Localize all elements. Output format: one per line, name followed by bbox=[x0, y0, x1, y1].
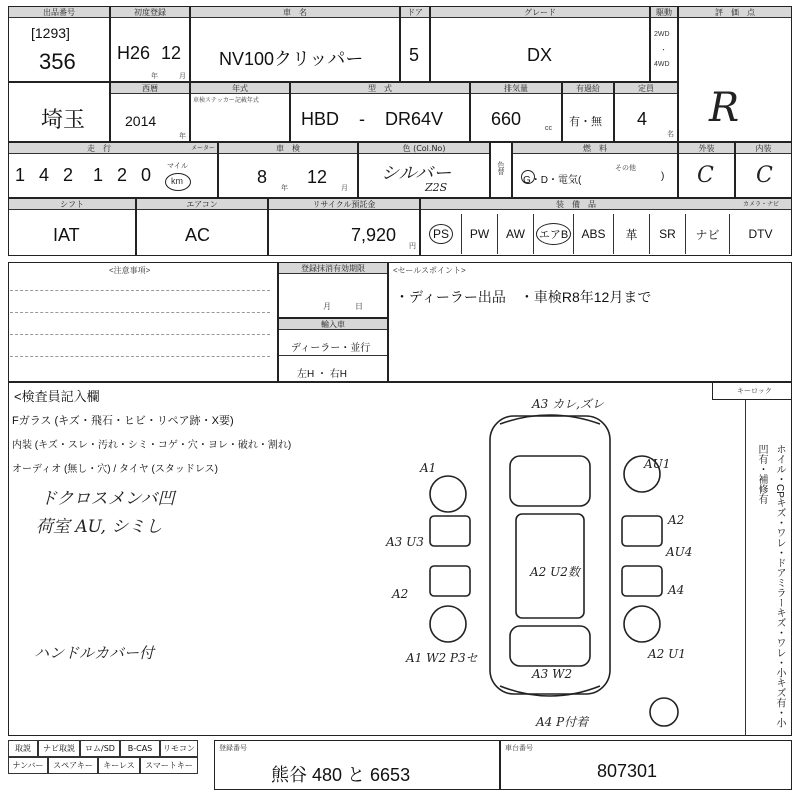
seats-cell bbox=[614, 82, 678, 142]
rear-right-wheel-icon bbox=[624, 606, 660, 642]
meter-label: メーター bbox=[190, 145, 215, 152]
reg-era: H26 bbox=[117, 43, 151, 63]
turbo-label: 有過給 bbox=[563, 83, 613, 94]
mileage-digit-3: 2 bbox=[63, 165, 74, 185]
item-smart-key bbox=[140, 757, 198, 774]
exterior-label: 外装 bbox=[679, 143, 734, 154]
grade: DX bbox=[527, 45, 553, 65]
inspection-cell bbox=[218, 142, 358, 198]
equip-sr-label: SR bbox=[659, 227, 676, 241]
equip-pw-label: PW bbox=[469, 227, 490, 241]
equip-ps-label: PS bbox=[429, 224, 453, 244]
cc: 660 bbox=[491, 109, 522, 129]
drive-dot: ・ bbox=[660, 47, 667, 54]
drive-4wd: 4WD bbox=[654, 61, 670, 68]
equip-dtv bbox=[729, 214, 791, 254]
mark-left-front: A3 U3 bbox=[386, 535, 424, 549]
type-code: DR64V bbox=[385, 109, 444, 129]
score-cell bbox=[678, 6, 792, 142]
type-cell bbox=[290, 82, 470, 142]
lot-sub: [1293] bbox=[31, 25, 70, 41]
reg-month: 12 bbox=[161, 43, 182, 63]
mark-right-front: AU4 bbox=[666, 545, 693, 559]
drive-cell bbox=[650, 6, 678, 82]
rear-left-wheel-icon bbox=[430, 606, 466, 642]
hand-note-2: 荷室 AU, シミし bbox=[36, 517, 163, 537]
lot-label: 出品番号 bbox=[9, 7, 109, 18]
windshield-outline bbox=[510, 456, 590, 506]
region-cell bbox=[8, 82, 110, 142]
insp-month: 12 bbox=[307, 167, 328, 187]
equip-airbag-label: エアB bbox=[536, 223, 571, 245]
left-rear-door-outline bbox=[430, 566, 470, 596]
chassis-cell bbox=[500, 740, 792, 790]
type-prefix: HBD bbox=[301, 109, 340, 129]
mileage-digit-6: 0 bbox=[141, 165, 152, 185]
shift: IAT bbox=[53, 225, 80, 245]
door-cell bbox=[400, 6, 430, 82]
door-label: ドア bbox=[401, 7, 429, 18]
item-bcas bbox=[120, 740, 160, 757]
equip-ps bbox=[421, 214, 461, 254]
equip-dtv-label: DTV bbox=[748, 227, 773, 241]
plate-cell bbox=[214, 740, 500, 790]
insp-year-unit: 年 bbox=[281, 185, 288, 192]
item-keyless-label: キーレス bbox=[103, 761, 135, 770]
item-navi-manual bbox=[38, 740, 80, 757]
drive-label: 駆動 bbox=[651, 7, 677, 18]
equip-navi-label: ナビ bbox=[695, 227, 720, 242]
color-no: Z2S bbox=[425, 181, 448, 194]
model-year-label: 年式 bbox=[191, 83, 289, 94]
shift-label: シフト bbox=[9, 199, 135, 210]
model-year-sub: 車検ステッカー記載年式 bbox=[193, 98, 259, 104]
mark-front: A3 カレ,ズレ bbox=[532, 397, 604, 411]
inspector-line3: オーディオ (無し・穴) / タイヤ (スタッドレス) bbox=[12, 464, 218, 475]
item-bcas-label: B-CAS bbox=[127, 744, 153, 753]
western-label: 西暦 bbox=[111, 83, 189, 94]
reg-label: 初度登録 bbox=[111, 7, 189, 18]
sales-text: ・ディーラー出品 ・車検R8年12月まで bbox=[395, 289, 652, 305]
inspector-title: <検査員記入欄 bbox=[14, 389, 100, 404]
sales-point-cell bbox=[388, 262, 792, 382]
turbo-cell bbox=[562, 82, 614, 142]
mileage-digit-1: 1 bbox=[15, 165, 26, 185]
import-cell bbox=[278, 318, 388, 382]
cc-unit: cc bbox=[545, 125, 552, 132]
item-rom-sd bbox=[80, 740, 120, 757]
lot-number: 356 bbox=[39, 49, 76, 74]
equip-pw bbox=[461, 214, 497, 254]
exterior: C bbox=[697, 163, 714, 188]
handle-value: 左H ・ 右H bbox=[297, 369, 347, 380]
grade-label: グレード bbox=[431, 7, 649, 18]
name-cell bbox=[190, 6, 400, 82]
fuel-cell bbox=[512, 142, 678, 198]
item-navi-manual-label: ナビ取説 bbox=[43, 744, 75, 753]
left-front-door-outline bbox=[430, 516, 470, 546]
mark-roof: A2 U2数 bbox=[530, 565, 580, 579]
year-unit: 年 bbox=[179, 133, 186, 140]
mile-unit: マイル bbox=[167, 163, 188, 170]
camera-label: カメラ・ナビ bbox=[731, 199, 791, 210]
mark-rear: A3 W2 bbox=[532, 667, 573, 681]
mark-rear-left: A1 W2 P3セ bbox=[406, 651, 478, 665]
mark-right-rear: A4 bbox=[668, 583, 685, 597]
mark-right-front-2: A2 bbox=[668, 513, 685, 527]
color-change-label: 色替 bbox=[497, 161, 504, 175]
equip-leather-label: 革 bbox=[625, 227, 638, 242]
mark-front-right: AU1 bbox=[644, 457, 671, 471]
spare-tire-icon bbox=[650, 698, 678, 726]
seats-unit: 名 bbox=[667, 131, 674, 138]
reg-year-unit: 年 bbox=[151, 73, 158, 80]
equip-label: 装 備 品 bbox=[421, 199, 731, 210]
mileage-label: 走 行 bbox=[9, 143, 189, 154]
hand-note-3: ハンドルカバー付 bbox=[34, 644, 155, 662]
interior: C bbox=[756, 163, 773, 188]
chassis: 807301 bbox=[597, 761, 658, 781]
recycle-label: リサイクル預託金 bbox=[269, 199, 419, 210]
front-left-wheel-icon bbox=[430, 476, 466, 512]
name-label: 車 名 bbox=[191, 7, 399, 18]
item-remote-label: リモコン bbox=[163, 744, 195, 753]
right-rear-door-outline bbox=[622, 566, 662, 596]
reg-date-label: 登録抹消有効期限 bbox=[279, 263, 387, 274]
ac-cell bbox=[136, 198, 268, 256]
equip-aw bbox=[497, 214, 533, 254]
color-cell bbox=[358, 142, 490, 198]
interior-label: 内装 bbox=[736, 143, 791, 154]
insp-month-unit: 月 bbox=[341, 185, 348, 192]
import-label: 輸入車 bbox=[279, 319, 387, 330]
item-spare-key bbox=[48, 757, 98, 774]
ac: AC bbox=[185, 225, 211, 245]
side-column: ホイル・CPキズ・ワレ・ドアミラーキズ・ワレ・小キズ有・小凹有・補修有 bbox=[756, 444, 785, 728]
color-label: 色 (Col.No) bbox=[359, 143, 489, 154]
caution-label: <注意事項> bbox=[109, 266, 151, 275]
key-label: キーロック bbox=[737, 388, 772, 395]
mark-rear-bumper: A4 P付着 bbox=[536, 715, 589, 729]
import-value: ディーラー・並行 bbox=[291, 343, 371, 354]
item-plate-label: ナンバー bbox=[12, 761, 44, 770]
mileage-digit-2: 4 bbox=[39, 165, 50, 185]
sales-label: <セールスポイント> bbox=[393, 266, 466, 275]
year: 2014 bbox=[125, 113, 157, 129]
equip-leather bbox=[613, 214, 649, 254]
caution-cell bbox=[8, 262, 278, 382]
ac-label: エアコン bbox=[137, 199, 267, 210]
recycle: 7,920 bbox=[351, 225, 397, 245]
equip-abs bbox=[573, 214, 613, 254]
cc-label: 排気量 bbox=[471, 83, 561, 94]
reg-cell bbox=[110, 6, 190, 82]
inspector-line2: 内装 (キズ・スレ・汚れ・シミ・コゲ・穴・ヨレ・破れ・割れ) bbox=[12, 440, 292, 451]
reg-date-cell bbox=[278, 262, 388, 318]
inspector-line1: Fガラス (キズ・飛石・ヒビ・リペア跡・X要) bbox=[12, 415, 234, 427]
mark-left-rear: A2 bbox=[392, 587, 409, 601]
equip-aw-label: AW bbox=[506, 227, 525, 241]
item-spare-key-label: スペアキー bbox=[53, 761, 93, 770]
cc-cell bbox=[470, 82, 562, 142]
region: 埼玉 bbox=[41, 107, 86, 132]
grade-cell bbox=[430, 6, 650, 82]
km-unit: km bbox=[171, 176, 183, 186]
equip-airbag bbox=[533, 214, 573, 254]
mileage-cell bbox=[8, 142, 218, 198]
plate-label: 登録番号 bbox=[219, 745, 247, 752]
equip-abs-label: ABS bbox=[581, 227, 606, 241]
item-rom-sd-label: ロム/SD bbox=[85, 744, 115, 753]
right-front-door-outline bbox=[622, 516, 662, 546]
equip-sr bbox=[649, 214, 685, 254]
recycle-cell bbox=[268, 198, 420, 256]
doors: 5 bbox=[409, 45, 420, 65]
car-body-outline bbox=[490, 416, 610, 694]
insp-year: 8 bbox=[257, 167, 268, 187]
color-change-cell bbox=[490, 142, 512, 198]
fuel-close: ) bbox=[661, 171, 665, 182]
chassis-label: 車台番号 bbox=[505, 745, 533, 752]
reg-date-unit: 月 日 bbox=[323, 302, 363, 311]
score-label: 評 価 点 bbox=[679, 7, 791, 18]
item-plate bbox=[8, 757, 48, 774]
mileage-digit-5: 2 bbox=[117, 165, 128, 185]
score: R bbox=[709, 85, 740, 131]
item-smart-key-label: スマートキー bbox=[145, 761, 193, 770]
fuel: G・D・電気( bbox=[523, 175, 582, 186]
seats-label: 定員 bbox=[615, 83, 677, 94]
interior-cell bbox=[735, 142, 792, 198]
fuel-other: その他 bbox=[615, 165, 636, 172]
mileage-digit-4: 1 bbox=[93, 165, 104, 185]
equip-navi bbox=[685, 214, 729, 254]
type-label: 型 式 bbox=[291, 83, 469, 94]
reg-month-unit: 月 bbox=[179, 73, 186, 80]
shift-cell bbox=[8, 198, 136, 256]
model-year-cell bbox=[190, 82, 290, 142]
item-keyless bbox=[98, 757, 140, 774]
year-cell bbox=[110, 82, 190, 142]
fuel-label: 燃 料 bbox=[513, 143, 677, 154]
hand-note-1: ドクロスメンバ凹 bbox=[40, 489, 175, 509]
recycle-unit: 円 bbox=[409, 243, 416, 250]
lot-cell bbox=[8, 6, 110, 82]
plate: 熊谷 480 と 6653 bbox=[271, 765, 411, 785]
exterior-cell bbox=[678, 142, 735, 198]
color: シルバー bbox=[381, 163, 452, 184]
item-remote bbox=[160, 740, 198, 757]
mark-rear-right: A2 U1 bbox=[648, 647, 686, 661]
item-manual bbox=[8, 740, 38, 757]
car-diagram bbox=[386, 396, 740, 734]
drive-2wd: 2WD bbox=[654, 31, 670, 38]
inspection-label: 車 検 bbox=[219, 143, 357, 154]
seats: 4 bbox=[637, 109, 648, 129]
rear-window-outline bbox=[510, 626, 590, 666]
turbo: 有・無 bbox=[569, 116, 602, 128]
item-manual-label: 取説 bbox=[15, 744, 31, 753]
mark-front-left: A1 bbox=[420, 461, 437, 475]
vehicle-name: NV100クリッパー bbox=[219, 49, 364, 69]
type-dash: - bbox=[359, 109, 365, 129]
damage-marks bbox=[385, 397, 692, 729]
